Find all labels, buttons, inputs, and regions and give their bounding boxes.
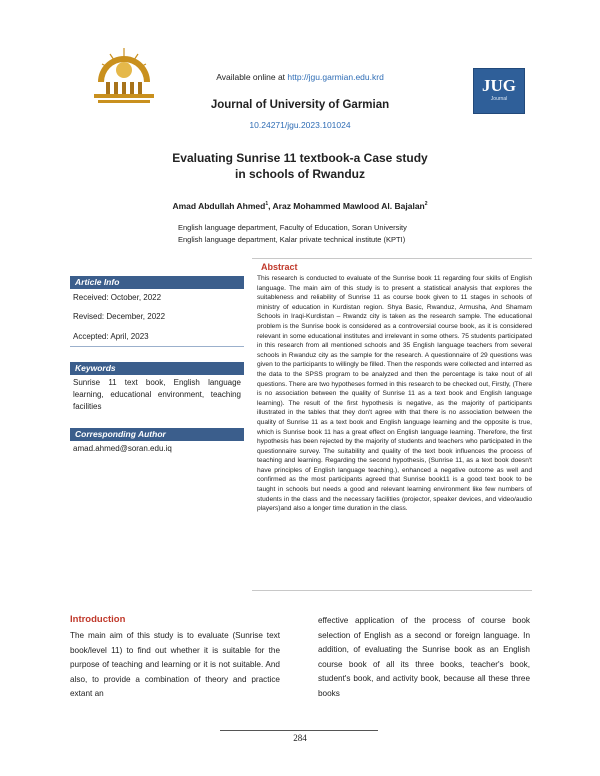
author-1: Amad Abdullah Ahmed [172,201,266,211]
doi-link[interactable]: 10.24271/jgu.2023.101024 [249,120,351,130]
affiliation-1: English language department, Faculty of Education, Soran University [178,223,407,232]
sidebar-divider [70,346,244,347]
paper-title-line-2: in schools of Rwanduz [234,167,365,181]
keywords-text: Sunrise 11 text book, English language learning, educational environment, teaching facilities [73,378,241,411]
affiliations [178,222,478,245]
authors-line [120,201,480,211]
availability-prefix: Available online at [216,72,288,82]
revised-date: Revised: December, 2022 [73,312,166,321]
journal-url-link[interactable]: http://jgu.garmian.edu.krd [287,72,384,82]
journal-logo-text: JUG [482,76,516,95]
introduction-left-column: The main aim of this study is to evaluate (Sunrise text book/level 11) to find out whether it is suitable for the purpose of teaching and learning or it is not suitable. And also, to provide a combination of theory and practice extant an [70,631,280,699]
journal-logo [473,68,525,114]
page-number: 284 [293,733,307,743]
journal-title: Journal of University of Garmian [210,99,390,111]
affiliation-2: English language department, Kalar private technical institute (KPTI) [178,234,406,244]
author-separator: , [268,201,273,211]
paper-title-line-1: Evaluating Sunrise 11 textbook-a Case study [172,151,428,165]
author-email[interactable]: amad.ahmed@soran.edu.iq [73,444,172,453]
university-seal-logo [90,42,158,110]
accepted-date: Accepted: April, 2023 [73,332,149,341]
received-date: Received: October, 2022 [73,293,162,302]
introduction-right-column: effective application of the process of course book selection of English as a second or foreign language. In addition, of evaluating the Sunrise book as an English course book of all its three books, teacher's book, student's book, and activity book, because all these three books [318,616,530,698]
journal-logo-subtext: Journal [490,96,508,102]
availability-line [160,72,440,82]
corresponding-author-heading: Corresponding Author [70,428,244,441]
author-2-sup: 2 [424,201,428,208]
introduction-heading: Introduction [70,614,126,625]
abstract-top-rule [252,258,532,259]
footer-rule [220,730,378,731]
abstract-heading: Abstract [261,262,298,272]
author-2: Araz Mohammed Mawlood Al. Bajalan [272,201,425,211]
abstract-bottom-rule [252,590,532,591]
paper-title [120,150,480,182]
abstract-body: This research is conducted to evaluate of the Sunrise book 11 regarding four skills of English language. The main aim of this study is to present a statistical analysis that explores the suitableness and reliability of Sunrise 11 as course book given to 11 stages in schools of ministry of education in Kurdistan region. Shya Basic, Rwanduz, Armusha, And Shamam Schools in Iraqi-Kurdistan – Rwandz city is taken as the research sample. The educational problem is the Sunrise book is considered as a controversial course book, as it is considered relevant in some educational institutes and irrelevant in some others. 75 students participated in this research from all mentioned schools and 35 English language teachers from several schools in Rwanduz city as the sample for the research. A questionnaire of 29 questions was given to the participants to willingly be filled. Then the responds were collected and interred as the data to the SPSS program to be analyzed and then the percentage is take nout of all questions. There are two hypotheses formed in this research to be checked out, Firstly, (There is no association between the quality of Sunrise 11 as a text book and English language learning). The result of the first hypothesis is negative, as the majority of participants illustrated in the tables that they don't agree with that there is no association between the quality of Sunrise 11 as a text book and English language learning and the opposite is true, which is Sunrise book 11 has a great effect on English language learning. Therefore, the first hypothesis has been rejected by the majority of students and teachers who participated in the questionnaire survey. The suitability and quality of the text book influences the process of teaching and learning. Regarding the second hypothesis, (Sunrise 11, as a text book doesn't have principles of English language teaching.), enhanced a negative outcome as well and confirmed as the most participants agreed that Sunrise book11 is a good text book to be taught in schools but needs a good and relevant learning environment like few numbers of students in the class and the necessary facilities (projector, speaker devices, and video/audio players)and also a longer time duration in the class. [257,275,532,513]
keywords-heading: Keywords [70,362,244,375]
article-info-heading: Article Info [70,276,244,289]
author-1-sup: 1 [265,201,269,208]
